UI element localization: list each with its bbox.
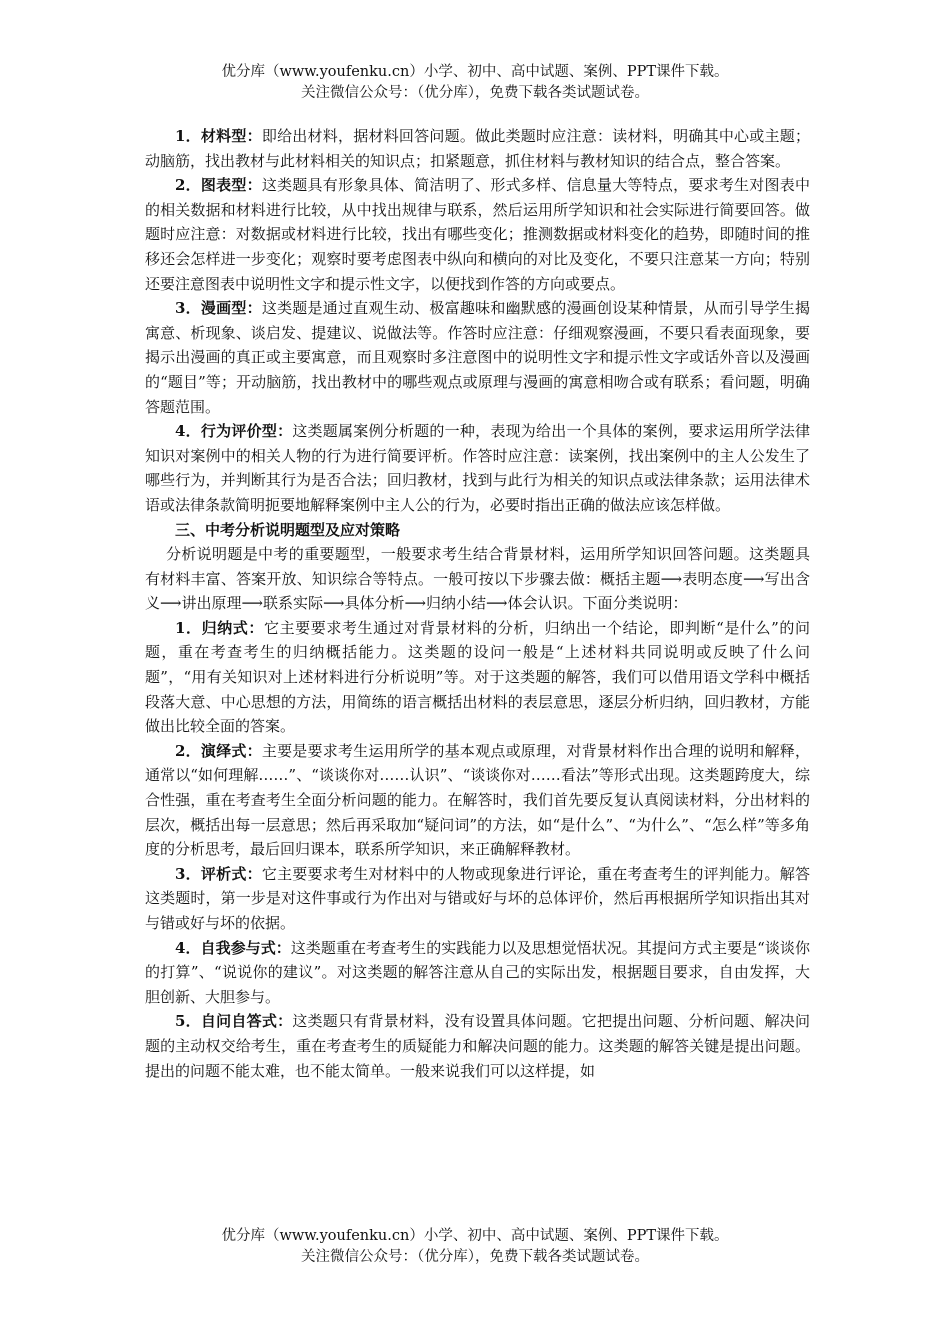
paragraph-self-question-answer xyxy=(145,1009,810,1083)
item-title: 3．评析式： xyxy=(175,864,262,883)
footer-line-1: 优分库（www.youfenku.cn）小学、初中、高中试题、案例、PPT课件下载。 xyxy=(221,1228,729,1244)
item-text: 它主要要求考生通过对背景材料的分析，归纳出一个结论，即判断“是什么”的问题，重在考查考生的归纳概括能力。这类题的设问一般是“上述材料共同说明或反映了什么问题”，“用有关知识对上述材料进行分析说明”等。对于这类题的解答，我们可以借用语文学科中概括段落大意、中心思想的方法，用简练的语言概括出材料的表层意思，逐层分析归纳，回归教材，方能做出比较全面的答案。 xyxy=(145,618,810,736)
item-title: 2．演绎式： xyxy=(175,741,262,760)
item-text: 这类题只有背景材料，没有设置具体问题。它把提出问题、分析问题、解决问题的主动权交给考生，重在考查考生的质疑能力和解决问题的能力。这类题的解答关键是提出问题。提出的问题不能太难，也不能太简单。一般来说我们可以这样提，如 xyxy=(145,1012,810,1080)
document-body xyxy=(145,124,810,1083)
section-heading: 三、中考分析说明题型及应对策略 xyxy=(175,520,401,539)
item-text: 它主要要求考生对材料中的人物或现象进行评论，重在考查考生的评判能力。解答这类题时，第一步是对这件事或行为作出对与错或好与坏的总体评价，然后再根据所学知识指出其对与错或好与坏的依据。 xyxy=(145,864,810,932)
paragraph-chart-type xyxy=(145,173,810,296)
header-line-2: 关注微信公众号：（优分库），免费下载各类试题试卷。 xyxy=(301,85,649,101)
paragraph-material-type xyxy=(145,124,810,173)
page-footer xyxy=(0,1226,950,1268)
item-text: 这类题属案例分析题的一种，表现为给出一个具体的案例，要求运用所学法律知识对案例中的相关人物的行为进行简要评析。作答时应注意：读案例，找出案例中的主人公发生了哪些行为，并判断其行为是否合法；回归教材，找到与此行为相关的知识点或法律条款；运用法律术语或法律条款简明扼要地解释案例中主人公的行为，必要时指出正确的做法应该怎样做。 xyxy=(145,422,810,514)
paragraph-inductive xyxy=(145,616,810,739)
page-header xyxy=(0,62,950,104)
paragraph-cartoon-type xyxy=(145,296,810,419)
paragraph-deductive xyxy=(145,739,810,862)
paragraph-behavior-evaluation-type xyxy=(145,419,810,517)
item-title: 4．行为评价型： xyxy=(175,422,293,441)
paragraph-self-participation xyxy=(145,936,810,1010)
item-text: 主要是要求考生运用所学的基本观点或原理，对背景材料作出合理的说明和解释，通常以“如何理解……”、“谈谈你对……认识”、“谈谈你对……看法”等形式出现。这类题跨度大，综合性强，重在考查考生全面分析问题的能力。在解答时，我们首先要反复认真阅读材料，分出材料的层次，概括出每一层意思；然后再采取加“疑问词”的方法，如“是什么”、“为什么”、“怎么样”等多角度的分析思考，最后回归课本，联系所学知识，来正确解释教材。 xyxy=(145,741,810,859)
item-title: 3．漫画型： xyxy=(175,299,262,318)
item-title: 1．归纳式： xyxy=(175,618,264,637)
item-text: 即给出材料，据材料回答问题。做此类题时应注意：读材料，明确其中心或主题；动脑筋，找出教材与此材料相关的知识点；扣紧题意，抓住材料与教材知识的结合点，整合答案。 xyxy=(145,127,810,170)
item-title: 2．图表型： xyxy=(175,176,262,195)
item-title: 5．自问自答式： xyxy=(175,1012,293,1031)
item-text: 这类题具有形象具体、简洁明了、形式多样、信息量大等特点，要求考生对图表中的相关数据和材料进行比较，从中找出规律与联系，然后运用所学知识和社会实际进行简要回答。做题时应注意：对数据或材料进行比较，找出有哪些变化；推测数据或材料变化的趋势，即随时间的推移还会怎样进一步变化；观察时要考虑图表中纵向和横向的对比及变化，不要只注意某一方向；特别还要注意图表中说明性文字和提示性文字，以便找到作答的方向或要点。 xyxy=(145,176,810,293)
footer-line-2: 关注微信公众号：（优分库），免费下载各类试题试卷。 xyxy=(301,1249,649,1265)
item-title: 1．材料型： xyxy=(175,127,262,145)
item-text: 这类题是通过直观生动、极富趣味和幽默感的漫画创设某种情景，从而引导学生揭寓意、析现象、谈启发、提建议、说做法等。作答时应注意：仔细观察漫画，不要只看表面现象，要揭示出漫画的真正或主要寓意，而且观察时多注意图中的说明性文字和提示性文字或话外音以及漫画的“题目”等；开动脑筋，找出教材中的哪些观点或原理与漫画的寓意相吻合或有联系；看问题，明确答题范围。 xyxy=(145,299,810,416)
header-line-1: 优分库（www.youfenku.cn）小学、初中、高中试题、案例、PPT课件下载。 xyxy=(221,64,729,80)
section-intro: 分析说明题是中考的重要题型，一般要求考生结合背景材料，运用所学知识回答问题。这类题具有材料丰富、答案开放、知识综合等特点。一般可按以下步骤去做：概括主题⟶表明态度⟶写出含义⟶讲出原理⟶联系实际⟶具体分析⟶归纳小结⟶体会认识。下面分类说明： xyxy=(145,545,810,613)
paragraph-evaluative xyxy=(145,862,810,936)
item-title: 4．自我参与式： xyxy=(175,938,291,957)
item-text: 这类题重在考查考生的实践能力以及思想觉悟状况。其提问方式主要是“谈谈你的打算”、“说说你的建议”。对这类题的解答注意从自己的实际出发，根据题目要求，自由发挥，大胆创新、大胆参与。 xyxy=(145,938,810,1006)
